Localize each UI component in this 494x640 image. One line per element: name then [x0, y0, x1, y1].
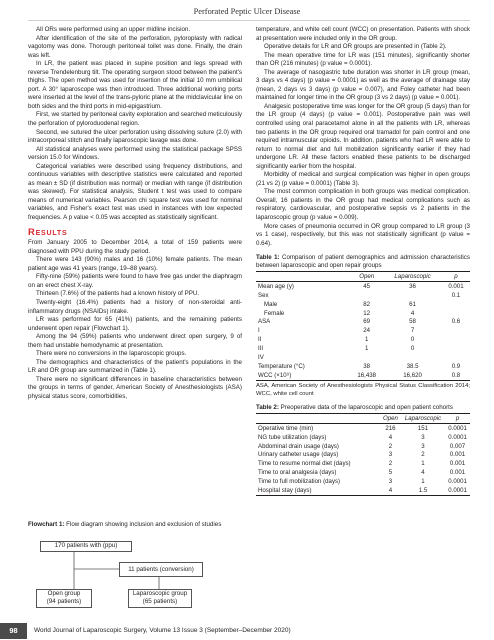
- table-cell: 0.001: [448, 282, 464, 290]
- table-cell: III: [258, 345, 264, 353]
- paragraph: All ORs were performed using an upper midline incision.: [36, 26, 191, 33]
- flow-box-text: (65 patients): [142, 597, 178, 605]
- paragraph: There were no significant differences in baseline characteristics between the groups in terms of gender, American Society of Anesthesiologists (ASA) physical status score, comorbidities,: [28, 375, 242, 400]
- table1-caption-text: Comparison of patient demographics and admission characteristics between laparoscopic and open repair groups: [256, 254, 470, 270]
- table2-caption-text: Preoperative data of the laparoscopic and open patient cohorts: [278, 404, 453, 412]
- paragraph: Morbidity of medical and surgical complication was higher in open groups (21 vs 2) (p value = 0.0001) (Table 3).: [256, 171, 470, 187]
- table-cell: 82: [363, 300, 371, 308]
- table-cell: 4: [421, 469, 425, 477]
- table-row: [256, 424, 470, 433]
- table-row: [256, 291, 470, 300]
- flow-box-text: 170 patients with (ppu): [54, 542, 118, 549]
- table-cell: 36: [409, 282, 416, 290]
- table-cell: Time to full mobilization (days): [258, 478, 341, 486]
- column-header: Laparoscopic: [401, 413, 445, 424]
- table-cell: 0: [410, 336, 415, 344]
- table-cell: 4: [388, 433, 393, 441]
- table-cell: [442, 300, 470, 309]
- table1: [256, 271, 470, 382]
- paragraph: Thirteen (7.6%) of the patients had a known history of PPU.: [36, 290, 200, 298]
- paragraph: More cases of pneumonia occurred in OR group compared to LR group (3 vs 1 case), respectively, but this was not statistically significant (p value = 0.64).: [256, 222, 470, 247]
- table-row: [256, 486, 470, 495]
- flow-box-open: [36, 589, 92, 608]
- flow-box-text: (94 patients): [46, 597, 82, 605]
- column-header: p: [442, 271, 470, 282]
- paragraph: The demographics and characteristics of the patient's populations in the LR and OR group are summarized in (Table 1).: [28, 358, 242, 375]
- table-cell: 1: [364, 345, 369, 353]
- table-cell: IV: [258, 354, 264, 362]
- column-header: Open: [350, 271, 383, 282]
- table-row: [256, 309, 470, 318]
- table-row: [256, 460, 470, 469]
- table-cell: Male: [264, 300, 278, 308]
- flow-box-text: 11 patients (conversion): [128, 566, 194, 573]
- table-cell: 4: [380, 486, 401, 495]
- flow-box-total: [40, 541, 132, 552]
- table-row: [256, 362, 470, 371]
- table-cell: Temperature (°C): [258, 362, 305, 370]
- table-cell: 0.0001: [448, 424, 467, 432]
- table-cell: Mean age (y): [258, 282, 294, 290]
- table-row: [256, 327, 470, 336]
- table2-body: [256, 424, 470, 496]
- table-cell: [442, 336, 470, 345]
- paragraph: The most common complication in both groups was medical complication. Overall, 16 patients in the OR group had medical complications such as respiratory, cardiovascular, and postoperative sepsis vs 2 patients in the laparoscopic group (p value = 0.009).: [256, 188, 470, 222]
- table-cell: 16,620: [383, 371, 442, 380]
- table-cell: 69: [363, 318, 371, 326]
- header-rule: [28, 20, 470, 21]
- table1-body: [256, 282, 470, 381]
- table-cell: [350, 353, 383, 362]
- paragraph: Categorical variables were described using frequency distributions, and continuous variables with descriptive statistics were calculated and reported as mean ± SD (if distribution was normal) or median with range (if distribution was skewed). For statistical analysis, Student t test was used to compare means of numerical variables. Pearson chi square test was used for nominal variables, and Fisher's exact test was used in instances with low expected frequencies. A p value < 0.05 was accepted as statistically significant.: [28, 162, 242, 222]
- table-cell: [350, 291, 383, 300]
- table-cell: 0.1: [451, 291, 461, 299]
- table-cell: 0.0001: [448, 478, 467, 486]
- table-cell: Abdominal drain usage (days): [258, 442, 339, 450]
- table-cell: 1: [421, 460, 425, 468]
- table-cell: 0.001: [449, 451, 466, 459]
- table-cell: 24: [363, 327, 371, 335]
- paragraph: In LR, the patient was placed in supine position and legs spread with reverse Trendelenburg tilt. The operating surgeon stood between the patient's thighs. The open method was used for insertion of the initial 10 mm umbilical port. A 30° laparoscope was then introduced. Three additional working ports were inserted at the level of the trans-pyloric plane at the midclavicular line on both sides and the third ports in mid-epigastrium.: [28, 60, 242, 110]
- paragraph: There were 143 (90%) males and 16 (10%) female patients. The mean patient age was 41 years (range, 19–88 years).: [28, 256, 242, 272]
- table1-footnote: ASA, American Society of Anesthesiologists Physical Status Classification 2014; WCC, white cell count: [256, 383, 470, 397]
- left-column: [28, 26, 242, 402]
- table2: [256, 413, 470, 497]
- results-heading: Results: [28, 225, 68, 237]
- table-cell: Operative time (min): [258, 424, 314, 432]
- table-cell: [442, 309, 470, 318]
- table-row: [256, 371, 470, 380]
- table-row: [256, 442, 470, 451]
- column-header: Open: [380, 413, 401, 424]
- paragraph: Twenty-eight (16.4%) patients had a history of non-steroidal anti-inflammatory drugs (NSAIDs) intake.: [28, 298, 242, 315]
- table-cell: 0: [410, 345, 415, 353]
- table-cell: 151: [417, 424, 429, 432]
- table-cell: Female: [264, 309, 285, 317]
- column-header: [256, 413, 380, 424]
- table-cell: 0.0001: [448, 433, 467, 441]
- table-cell: 38.5: [406, 362, 419, 370]
- table-cell: 0.9: [451, 362, 461, 370]
- table-cell: 4: [410, 309, 415, 317]
- table-cell: I: [258, 327, 260, 335]
- table-cell: Urinary catheter usage (days): [258, 451, 339, 459]
- table-cell: 45: [363, 282, 371, 290]
- flow-box-text: Open group: [47, 590, 81, 597]
- paragraph: The mean operative time for LR was (151 minutes), significantly shorter than OR (216 minutes) (p value = 0.0001).: [256, 51, 470, 68]
- table-cell: 16,438: [350, 371, 383, 380]
- table-cell: Sex: [258, 291, 269, 299]
- table-cell: 3: [421, 433, 425, 441]
- table-cell: 2: [388, 460, 393, 468]
- table-cell: 0.001: [449, 469, 466, 477]
- column-header: Laparoscopic: [383, 271, 442, 282]
- table-row: [256, 353, 470, 362]
- table-cell: [442, 345, 470, 354]
- table-row: [256, 433, 470, 442]
- flow-box-laparoscopic: [128, 589, 192, 608]
- table1-caption: [256, 254, 470, 270]
- table-row: [256, 451, 470, 460]
- paragraph: Second, we sutured the ulcer perforation using dissolving suture (2.0) with intracorporeal stitch and finally laparoscopic lavage was done.: [28, 128, 242, 145]
- paragraph: After identification of the site of the perforation, pyloroplasty with radical vagotomy was done. Thorough peritoneal toilet was done. Finally, the drain was left.: [28, 34, 242, 59]
- table-cell: WCC (×10⁹): [256, 371, 350, 380]
- paragraph: Analgesic postoperative time was longer for the OR group (5 days) than for the LR group (4 days) (p value = 0.001). Postoperative pain was well controlled using oral paracetamol alone in all the patients with LR, whereas two patients in the OR group required oral tramadol for pain control and one required intramuscular opioids. In addition, patients who had LR were able to return to normal diet and full mobilization significantly earlier if they had undergone LR. All these factors enabled these patients to be discharged significantly earlier from the hospital.: [256, 102, 470, 170]
- table-header-row: [256, 271, 470, 282]
- paragraph: Among the 94 (59%) patients who underwent direct open surgery, 9 of them had unstable hemodynamic at presentation.: [28, 333, 242, 349]
- paragraph: From January 2005 to December 2014, a total of 159 patients were diagnosed with PPU during the study period.: [28, 239, 242, 255]
- flow-box-text: Laparoscopic group: [132, 590, 188, 597]
- flow-box-conversion: [119, 562, 203, 577]
- paragraph: Operative details for LR and OR groups are presented in (Table 2).: [264, 43, 447, 51]
- table-cell: Time to resume normal diet (days): [258, 460, 351, 468]
- table-cell: 0.0001: [445, 486, 470, 495]
- paragraph: temperature, and white cell count (WCC) on presentation. Patients with shock at presentation were included only in the OR group.: [256, 26, 470, 42]
- table-cell: NG tube utilization (days): [258, 433, 327, 441]
- table-cell: [442, 353, 470, 362]
- table-row: [256, 318, 470, 327]
- table-cell: 3: [388, 451, 393, 459]
- table-row: [256, 300, 470, 309]
- table2-label: Table 2:: [256, 404, 279, 412]
- table-cell: [383, 291, 442, 300]
- table-cell: ASA: [258, 318, 271, 326]
- column-header: [256, 271, 350, 282]
- flowchart: [28, 536, 242, 616]
- table-cell: 38: [363, 362, 371, 370]
- table-row: [256, 469, 470, 478]
- flowchart-caption: [28, 521, 242, 529]
- table-row: [256, 478, 470, 487]
- table-cell: 0.8: [442, 371, 470, 380]
- column-header: p: [445, 413, 470, 424]
- table-cell: 0.6: [451, 318, 461, 326]
- journal-footer: World Journal of Laparoscopic Surgery, Volume 13 Issue 3 (September–December 2020): [34, 627, 291, 634]
- table-cell: 1.5: [401, 486, 445, 495]
- flowchart-caption-text: Flow diagram showing inclusion and exclusion of studies: [64, 521, 222, 528]
- table-cell: 216: [385, 424, 396, 432]
- table-cell: [383, 353, 442, 362]
- table-cell: 2: [388, 442, 393, 450]
- paragraph: The average of nasogastric tube duration was shorter in LR group (mean, 3 days vs 4 days) (p value = 0.0001) as well as the average of drainage stay (mean, 2 days vs 3 days) (p value = 0.007), and Foley catheter had been maintained for longer time in the OR group (3 vs 2 days) (p value = 0.001).: [256, 68, 470, 102]
- table-cell: 5: [388, 469, 393, 477]
- table-cell: [442, 327, 470, 336]
- paragraph: All statistical analyses were performed using the statistical package SPSS version 15.0 for Windows.: [28, 145, 242, 162]
- table-cell: 2: [421, 451, 425, 459]
- table-cell: 7: [410, 327, 415, 335]
- table-cell: 58: [409, 318, 416, 326]
- table-header-row: [256, 413, 470, 424]
- page-number: 98: [0, 623, 27, 639]
- table-cell: 1: [364, 336, 369, 344]
- table-cell: Hospital stay (days): [256, 486, 380, 495]
- table-cell: 61: [409, 300, 416, 308]
- table-cell: 1: [421, 478, 425, 486]
- table-cell: 0.007: [449, 442, 466, 450]
- table1-label: Table 1:: [256, 254, 280, 262]
- right-column: [256, 26, 470, 496]
- table-cell: 3: [421, 442, 425, 450]
- running-title: Perforated Peptic Ulcer Disease: [193, 7, 301, 16]
- table-cell: 3: [388, 478, 393, 486]
- table-cell: Time to oral analgesia (days): [258, 469, 337, 477]
- table-row: [256, 282, 470, 291]
- table2-caption: [256, 404, 470, 412]
- flowchart-label: Flowchart 1:: [28, 521, 65, 528]
- paragraph: There were no conversions in the laparoscopic groups.: [36, 350, 187, 358]
- table-row: [256, 336, 470, 345]
- table-cell: II: [258, 336, 262, 344]
- table-row: [256, 345, 470, 354]
- paragraph: First, we started by peritoneal cavity exploration and searched meticulously the perforation of pyloroduodenal region.: [28, 111, 242, 128]
- paragraph: LR was performed for 65 (41%) patients, and the remaining patients underwent open repair (Flowchart 1).: [28, 316, 242, 332]
- table-cell: 0.001: [449, 460, 466, 468]
- table-cell: 12: [363, 309, 371, 317]
- paragraph: Fifty-nine (59%) patients were found to have free gas under the diaphragm on an erect chest X-ray.: [28, 273, 242, 289]
